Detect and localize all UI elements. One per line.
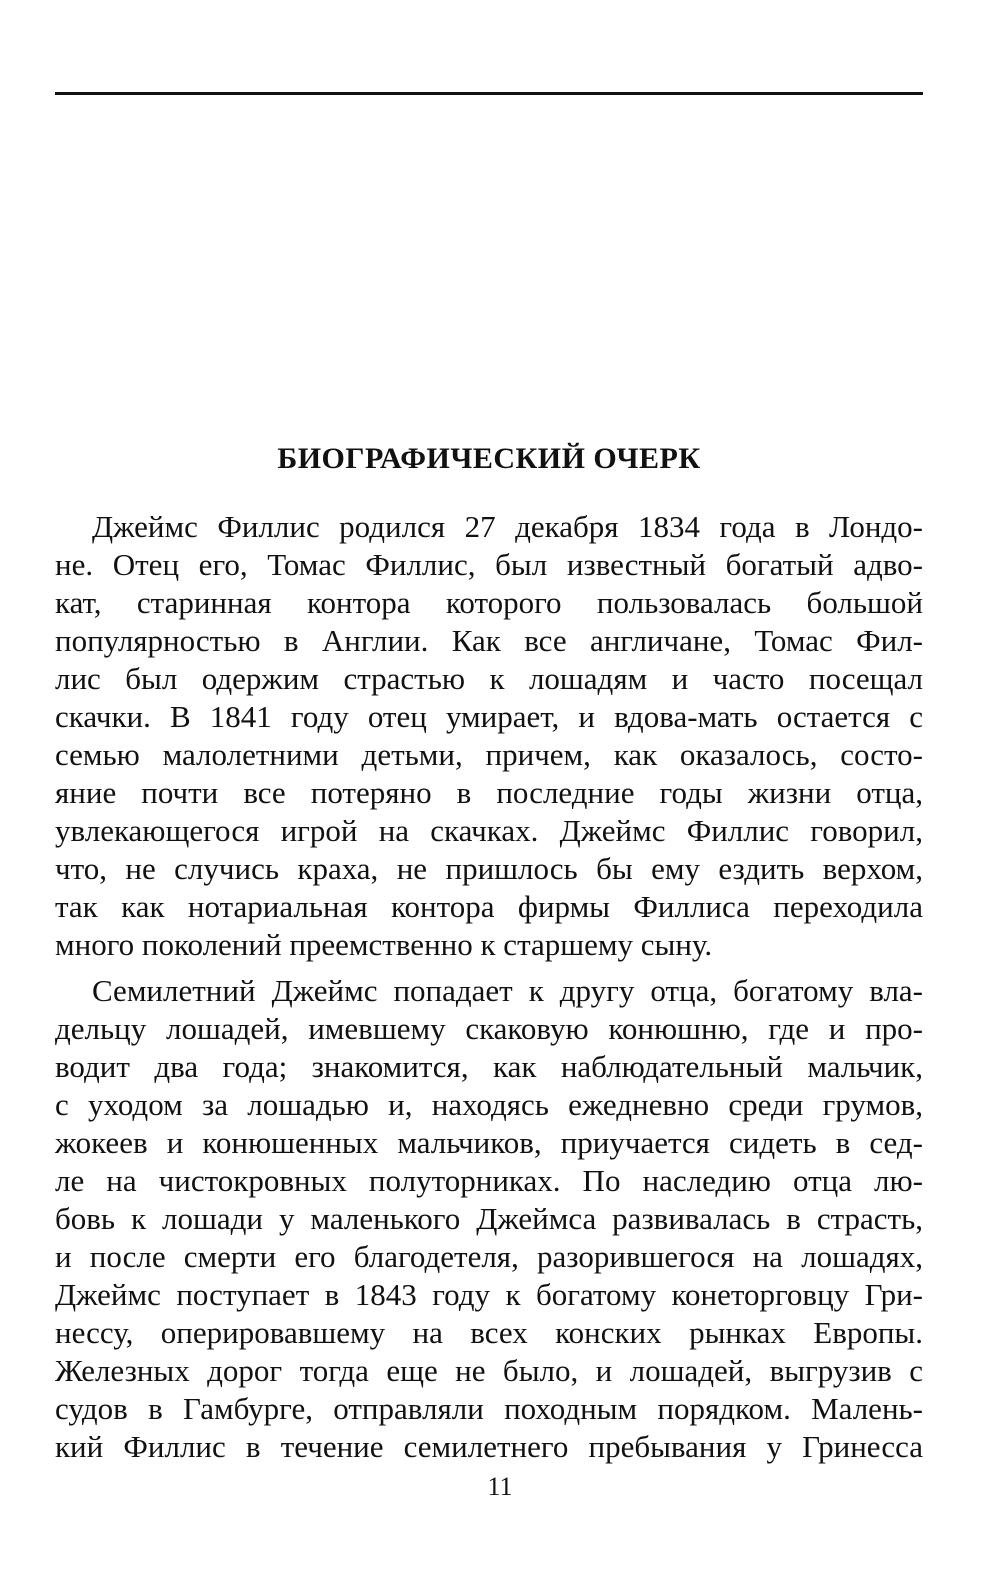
- paragraph-1: [55, 508, 923, 964]
- text-line: жокеев и конюшенных мальчиков, приучается сидеть в сед-: [55, 1125, 923, 1160]
- text-line: популярностью в Англии. Как все англичане, Томас Фил-: [55, 623, 923, 658]
- text-line: не. Отец его, Томас Филлис, был известный богатый адво-: [55, 547, 923, 582]
- paragraph-2: [55, 972, 923, 1466]
- text-line: Железных дорог тогда еще не было, и лошадей, выгрузив с: [55, 1353, 923, 1388]
- text-line: и после смерти его благодетеля, разорившегося на лошадях,: [55, 1239, 923, 1274]
- text-line: с уходом за лошадью и, находясь ежедневно среди грумов,: [55, 1087, 923, 1122]
- text-line: судов в Гамбурге, отправляли походным порядком. Малень-: [55, 1391, 923, 1426]
- paragraph-gap: [55, 964, 923, 972]
- body-text: [55, 508, 923, 1466]
- chapter-title: БИОГРАФИЧЕСКИЙ ОЧЕРК: [277, 442, 701, 475]
- header-rule: [55, 92, 923, 95]
- text-line: бовь к лошади у маленького Джеймса развивалась в страсть,: [55, 1201, 923, 1236]
- text-line: Джеймс Филлис родился 27 декабря 1834 года в Лондо-: [92, 509, 923, 544]
- text-line: Джеймс поступает в 1843 году к богатому конеторговцу Гри-: [55, 1277, 923, 1312]
- text-line: водит два года; знакомится, как наблюдательный мальчик,: [55, 1049, 923, 1084]
- text-line: лис был одержим страстью к лошадям и часто посещал: [55, 661, 923, 696]
- text-line: яние почти все потеряно в последние годы жизни отца,: [55, 775, 923, 810]
- text-line: нессу, оперировавшему на всех конских рынках Европы.: [55, 1315, 923, 1350]
- text-line: семью малолетними детьми, причем, как оказалось, состо-: [55, 737, 923, 772]
- text-line: что, не случись краха, не пришлось бы ему ездить верхом,: [55, 851, 923, 886]
- text-line: так как нотариальная контора фирмы Филлиса переходила: [55, 889, 923, 924]
- text-line: скачки. В 1841 году отец умирает, и вдова-мать остается с: [55, 699, 923, 734]
- text-line: увлекающегося игрой на скачках. Джеймс Филлис говорил,: [55, 813, 923, 848]
- text-line: Семилетний Джеймс попадает к другу отца, богатому вла-: [92, 973, 923, 1008]
- text-line: кий Филлис в течение семилетнего пребывания у Гринесса: [55, 1429, 923, 1464]
- text-line: много поколений преемственно к старшему сыну.: [55, 927, 713, 962]
- page-number: 11: [487, 1472, 513, 1501]
- text-line: кат, старинная контора которого пользовалась большой: [55, 585, 923, 620]
- text-line: дельцу лошадей, имевшему скаковую конюшню, где и про-: [55, 1011, 923, 1046]
- text-line: ле на чистокровных полуторниках. По наследию отца лю-: [55, 1163, 923, 1198]
